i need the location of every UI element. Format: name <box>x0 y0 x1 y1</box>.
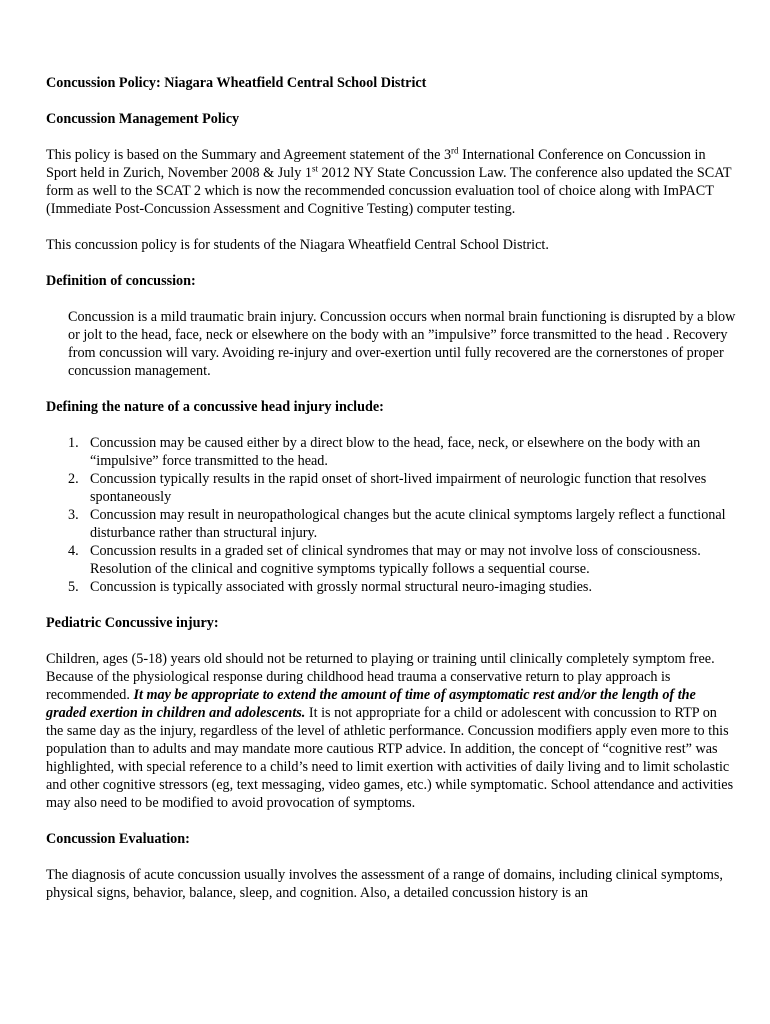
intro-paragraph <box>46 146 736 218</box>
list-number: 3. <box>68 507 79 523</box>
nature-list <box>46 434 736 596</box>
spacer <box>46 380 736 398</box>
list-item <box>46 470 736 506</box>
evaluation-paragraph: The diagnosis of acute concussion usually involves the assessment of a range of domains, including clinical symptoms, physical signs, behavior, balance, sleep, and cognition. Also, a detailed concussion history is an <box>46 867 723 901</box>
intro-text-c: 2012 NY State Concussion Law. The conference also updated the SCAT form as well to the SCAT 2 which is now the recommended concussion evaluation tool of choice along with ImPACT (Immediate Post-Concussion Assessment and Cognitive Testing) computer testing. <box>46 165 732 217</box>
spacer <box>46 812 736 830</box>
list-number: 1. <box>68 435 79 451</box>
pediatric-text-a: Children, ages (5-18) years old should not be returned to playing or training until clinically completely symptom free. Because of the physiological response during childhood head trauma a conservative return to play approach is recommended. <box>46 651 715 703</box>
list-item <box>46 542 736 578</box>
definition-heading: Definition of concussion: <box>46 273 196 289</box>
list-item-text: Concussion may be caused either by a direct blow to the head, face, neck, or elsewhere on the body with an “impulsive” force transmitted to the head. <box>90 435 701 469</box>
list-item-text: Concussion is typically associated with grossly normal structural neuro-imaging studies. <box>90 579 593 595</box>
list-item <box>46 578 736 596</box>
nature-heading: Defining the nature of a concussive head injury include: <box>46 399 384 415</box>
spacer <box>46 92 736 110</box>
pediatric-heading: Pediatric Concussive injury: <box>46 615 219 631</box>
evaluation-heading: Concussion Evaluation: <box>46 831 190 847</box>
intro-text-a: This policy is based on the Summary and Agreement statement of the 3 <box>46 147 452 163</box>
list-number: 5. <box>68 579 79 595</box>
list-item <box>46 434 736 470</box>
spacer <box>46 254 736 272</box>
definition-paragraph: Concussion is a mild traumatic brain injury. Concussion occurs when normal brain functioning is disrupted by a blow or jolt to the head, face, neck or elsewhere on the body with an ”impulsive” force transmitted to the head . Recovery from concussion will vary. Avoiding re-injury and over-exertion until fully recovered are the cornerstones of proper concussion management. <box>68 309 736 379</box>
pediatric-text-b: It is not appropriate for a child or adolescent with concussion to RTP on the same day as the injury, regardless of the level of athletic performance. Concussion modifiers apply even more to this population than to adults and may mandate more cautious RTP advice. In addition, the concept of “cognitive rest” was highlighted, with special reference to a child’s need to limit exertion with activities of daily living and to limit scholastic and other cognitive stressors (eg, text messaging, video games, etc.) while symptomatic. School attendance and activities may also need to be modified to avoid provocation of symptoms. <box>46 705 734 811</box>
spacer <box>46 848 736 866</box>
list-item-text: Concussion results in a graded set of clinical syndromes that may or may not involve loss of consciousness. Resolution of the clinical and cognitive symptoms typically follows a sequential course. <box>90 543 701 577</box>
list-item <box>46 506 736 542</box>
pediatric-paragraph <box>46 650 736 812</box>
spacer <box>46 128 736 146</box>
intro-superscript-rd: rd <box>451 145 459 156</box>
spacer <box>46 596 736 614</box>
document-page <box>46 74 736 902</box>
intro-superscript-st: st <box>311 163 318 174</box>
list-item-text: Concussion may result in neuropathological changes but the acute clinical symptoms largely reflect a functional disturbance rather than structural injury. <box>90 507 726 541</box>
spacer <box>46 416 736 434</box>
scope-paragraph: This concussion policy is for students of the Niagara Wheatfield Central School District. <box>46 237 549 253</box>
document-title: Concussion Policy: Niagara Wheatfield Central School District <box>46 75 427 91</box>
list-number: 4. <box>68 543 79 559</box>
spacer <box>46 218 736 236</box>
intro-text-b: International Conference on Concussion in Sport held in Zurich, November 2008 & July 1 <box>46 147 706 181</box>
list-number: 2. <box>68 471 79 487</box>
pediatric-emphasis: It may be appropriate to extend the amount of time of asymptomatic rest and/or the length of the graded exertion in children and adolescents. <box>46 687 696 721</box>
spacer <box>46 290 736 308</box>
policy-heading: Concussion Management Policy <box>46 111 240 127</box>
spacer <box>46 632 736 650</box>
list-item-text: Concussion typically results in the rapid onset of short-lived impairment of neurologic function that resolves spontaneously <box>90 471 707 505</box>
